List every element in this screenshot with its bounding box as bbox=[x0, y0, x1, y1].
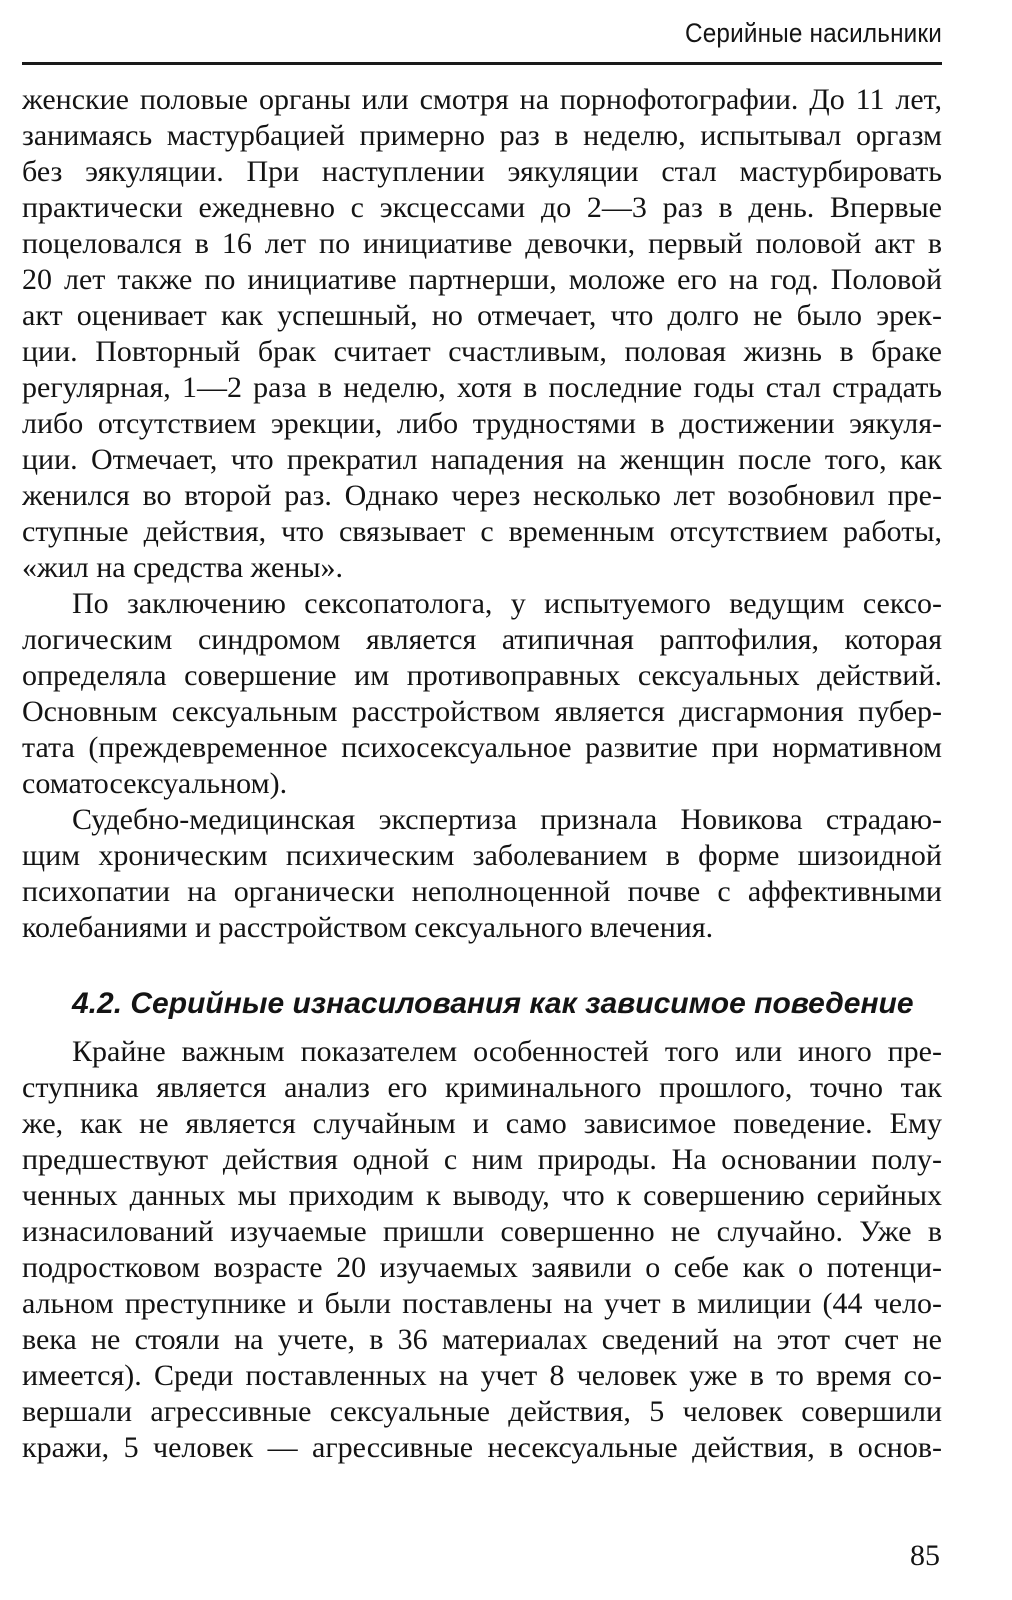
text-line: ступные действия, что связывает с временным отсутствием работы, bbox=[22, 515, 942, 548]
text-line: ции. Отмечает, что прекратил нападения на женщин после того, как bbox=[22, 443, 942, 476]
text-line: психопатии на органически неполноценной почве с аффективными bbox=[22, 875, 942, 908]
text-line: соматосексуальном). bbox=[22, 767, 288, 800]
text-block-2 bbox=[22, 1034, 942, 1466]
text-line: либо отсутствием эрекции, либо трудностями в достижении эякуля- bbox=[22, 407, 942, 440]
text-line: щим хроническим психическим заболеванием в форме шизоидной bbox=[22, 839, 942, 872]
text-line: альном преступнике и были поставлены на учет в милиции (44 чело- bbox=[22, 1287, 942, 1320]
text-line: же, как не является случайным и само зависимое поведение. Ему bbox=[22, 1107, 942, 1140]
text-line: Крайне важным показателем особенностей того или иного пре- bbox=[72, 1035, 942, 1068]
section-heading: 4.2. Серийные изнасилования как зависимое поведение bbox=[72, 987, 914, 1020]
text-line: ченных данных мы приходим к выводу, что к совершению серийных bbox=[22, 1179, 942, 1212]
text-line: регулярная, 1—2 раза в неделю, хотя в последние годы стал страдать bbox=[22, 371, 942, 404]
text-block-1 bbox=[22, 82, 942, 946]
text-line: кражи, 5 человек — агрессивные несексуальные действия, в основ- bbox=[22, 1431, 942, 1464]
text-line: без эякуляции. При наступлении эякуляции стал мастурбировать bbox=[22, 155, 942, 188]
text-line: «жил на средства жены». bbox=[22, 551, 343, 584]
text-line: вершали агрессивные сексуальные действия, 5 человек совершили bbox=[22, 1395, 942, 1428]
text-line: века не стояли на учете, в 36 материалах сведений на этот счет не bbox=[22, 1323, 942, 1356]
text-line: 20 лет также по инициативе партнерши, моложе его на год. Половой bbox=[22, 263, 942, 296]
text-line: По заключению сексопатолога, у испытуемого ведущим сексо- bbox=[72, 587, 942, 620]
text-line: ции. Повторный брак считает счастливым, половая жизнь в браке bbox=[22, 335, 942, 368]
text-line: занимаясь мастурбацией примерно раз в неделю, испытывал оргазм bbox=[22, 119, 942, 152]
text-line: Основным сексуальным расстройством является дисгармония пубер- bbox=[22, 695, 942, 728]
text-line: определяла совершение им противоправных сексуальных действий. bbox=[22, 659, 942, 692]
text-line: женился во второй раз. Однако через несколько лет возобновил пре- bbox=[22, 479, 942, 512]
text-line: логическим синдромом является атипичная раптофилия, которая bbox=[22, 623, 942, 656]
text-line: акт оценивает как успешный, но отмечает, что долго не было эрек- bbox=[22, 299, 942, 332]
text-line: предшествуют действия одной с ним природы. На основании полу- bbox=[22, 1143, 942, 1176]
text-line: Судебно-медицинская экспертиза признала Новикова страдаю- bbox=[72, 803, 942, 836]
text-line: имеется). Среди поставленных на учет 8 человек уже в то время со- bbox=[22, 1359, 942, 1392]
text-line: женские половые органы или смотря на порнофотографии. До 11 лет, bbox=[22, 83, 942, 116]
text-line: изнасилований изучаемые пришли совершенно не случайно. Уже в bbox=[22, 1215, 942, 1248]
text-line: поцеловался в 16 лет по инициативе девочки, первый половой акт в bbox=[22, 227, 942, 260]
header-rule bbox=[22, 62, 942, 65]
page-number: 85 bbox=[910, 1539, 940, 1572]
text-line: ступника является анализ его криминального прошлого, точно так bbox=[22, 1071, 942, 1104]
text-line: подростковом возрасте 20 изучаемых заявили о себе как о потенци- bbox=[22, 1251, 942, 1284]
text-line: тата (преждевременное психосексуальное развитие при нормативном bbox=[22, 731, 942, 764]
running-head: Серийные насильники bbox=[685, 18, 942, 48]
text-line: колебаниями и расстройством сексуального влечения. bbox=[22, 911, 714, 944]
text-line: практически ежедневно с эксцессами до 2—3 раз в день. Впервые bbox=[22, 191, 942, 224]
